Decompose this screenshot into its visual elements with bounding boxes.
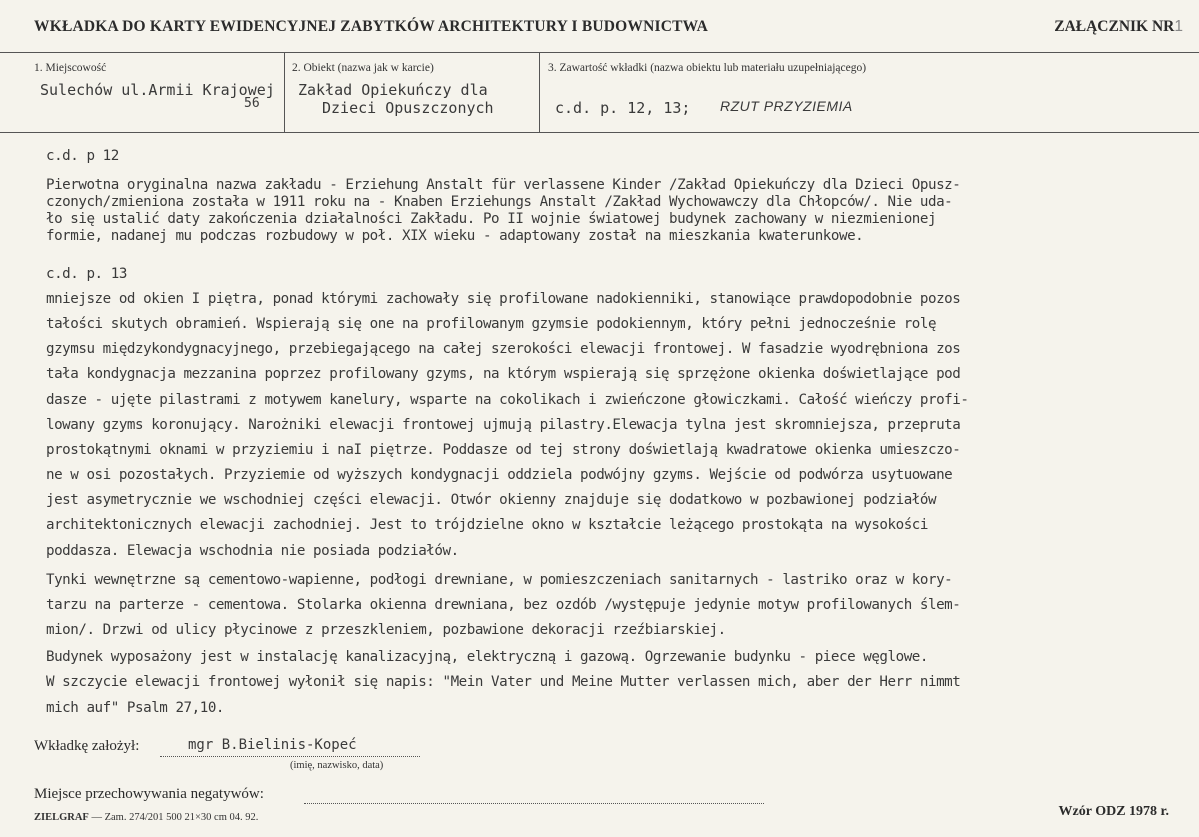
section-2-line-3: gzymsu międzykondygnacyjnego, przebiegającego na całej szerokości elewacji frontowej. W fasadzie wyodrębniona zos bbox=[46, 341, 961, 357]
section-2-line-5: dasze - ujęte pilastrami z motywem kanelury, wsparte na cokolikach i zwieńczone głowiczkami. Całość wieńczy profi- bbox=[46, 392, 969, 408]
section-2-line-12: Tynki wewnętrzne są cementowo-wapienne, podłogi drewniane, w pomieszczeniach sanitarnych - lastriko oraz w kory- bbox=[46, 572, 953, 588]
field-divider-2 bbox=[539, 52, 540, 132]
author-label: Wkładkę założył: bbox=[34, 738, 140, 754]
section-2-heading: c.d. p. 13 bbox=[46, 266, 127, 282]
section-2-line-11: poddasza. Elewacja wschodnia nie posiada podziałów. bbox=[46, 543, 459, 559]
field-1-number: 56 bbox=[244, 96, 260, 111]
author-dotted-line bbox=[160, 755, 420, 757]
field-2-value-line2: Dzieci Opuszczonych bbox=[322, 99, 494, 117]
section-1-heading: c.d. p 12 bbox=[46, 148, 119, 164]
section-1-line-3: ło się ustalić daty zakończenia działalności Zakładu. Po II wojnie światowej budynek zachowany w niezmienionej bbox=[46, 211, 937, 227]
section-2-line-8: ne w osi pozostałych. Przyziemie od wyższych kondygnacji oddziela podwójny gzyms. Wejście od podwórza usytuowane bbox=[46, 467, 953, 483]
section-2-line-6: lowany gzyms koronujący. Narożniki elewacji frontowej ujmują pilastry.Elewacja tylna jest skromniejsza, przepruta bbox=[46, 417, 961, 433]
field-3-value: c.d. p. 12, 13; bbox=[555, 99, 691, 117]
author-sublabel: (imię, nazwisko, data) bbox=[290, 760, 384, 771]
section-2-line-9: jest asymetrycznie we wschodniej części elewacji. Otwór okienny znajduje się dodatkowo w pozbawionej podziałów bbox=[46, 492, 937, 508]
section-1-line-2: czonych/zmieniona została w 1911 roku na - Knaben Erziehungs Anstalt /Zakład Wychowawczy dla Chłopców/. Nie uda- bbox=[46, 194, 953, 210]
section-2-line-17: mich auf" Psalm 27,10. bbox=[46, 700, 225, 716]
annex-label bbox=[1054, 18, 1183, 36]
negatives-dotted-line bbox=[304, 802, 764, 804]
field-2-value-line1: Zakład Opiekuńczy dla bbox=[298, 81, 488, 99]
section-2-line-2: tałości skutych obramień. Wspierają się one na profilowanym gzymsie podokiennym, który pełni jednocześnie rolę bbox=[46, 316, 937, 332]
section-2-line-10: architektonicznych elewacji zachodniej. Jest to trójdzielne okno w kształcie leżącego prostokąta na wysokości bbox=[46, 517, 928, 533]
section-1-line-4: formie, nadanej mu podczas rozbudowy w poł. XIX wieku - adaptowany został na mieszkania kwaterunkowe. bbox=[46, 228, 864, 244]
section-2-line-4: tała kondygnacja mezzanina poprzez profilowany gzyms, na którym wspierają się sprzężone okienka doświetlające pod bbox=[46, 366, 961, 382]
printer-details: — Zam. 274/201 500 21×30 cm 04. 92. bbox=[91, 812, 259, 823]
section-2-line-15: Budynek wyposażony jest w instalację kanalizacyjną, elektryczną i gazową. Ogrzewanie budynku - piece węglowe. bbox=[46, 649, 928, 665]
section-2-line-1: mniejsze od okien I piętra, ponad którymi zachowały się profilowane nadokienniki, stanowiące prawdopodobnie pozos bbox=[46, 291, 961, 307]
field-3-label: 3. Zawartość wkładki (nazwa obiektu lub materiału uzupełniającego) bbox=[548, 62, 867, 74]
annex-label-text: ZAŁĄCZNIK NR bbox=[1054, 18, 1175, 35]
printer-name: ZIELGRAF bbox=[34, 812, 89, 823]
field-3-handwritten: RZUT PRZYZIEMIA bbox=[720, 98, 853, 114]
printer-info bbox=[34, 812, 258, 823]
field-row-divider bbox=[0, 132, 1199, 133]
annex-number: 1 bbox=[1174, 18, 1183, 35]
header-divider bbox=[0, 52, 1199, 53]
field-1-value: Sulechów ul.Armii Krajowej bbox=[40, 81, 275, 99]
field-divider-1 bbox=[284, 52, 285, 132]
field-2-label: 2. Obiekt (nazwa jak w karcie) bbox=[292, 62, 434, 74]
field-1-label: 1. Miejscowość bbox=[34, 62, 107, 74]
author-value: mgr B.Bielinis-Kopeć bbox=[188, 737, 357, 753]
form-title: WKŁADKA DO KARTY EWIDENCYJNEJ ZABYTKÓW ARCHITEKTURY I BUDOWNICTWA bbox=[34, 18, 709, 35]
section-2-line-16: W szczycie elewacji frontowej wyłonił się napis: "Mein Vater und Meine Mutter verlassen mich, aber der Herr nimmt bbox=[46, 674, 961, 690]
negatives-label: Miejsce przechowywania negatywów: bbox=[34, 786, 264, 802]
form-code: Wzór ODZ 1978 r. bbox=[1058, 804, 1169, 819]
section-2-line-13: tarzu na parterze - cementowa. Stolarka okienna drewniana, bez ozdób /występuje jedynie motyw profilowanych ślem- bbox=[46, 597, 961, 613]
section-2-line-14: mion/. Drzwi od ulicy płycinowe z przeszkleniem, pozbawione dekoracji rzeźbiarskiej. bbox=[46, 622, 726, 638]
section-1-line-1: Pierwotna oryginalna nazwa zakładu - Erziehung Anstalt für verlassene Kinder /Zakład Opiekuńczy dla Dzieci Opusz- bbox=[46, 177, 961, 193]
section-2-line-7: prostokątnymi oknami w przyziemiu i naI piętrze. Poddasze od tej strony doświetlają kwadratowe okienka umieszczo- bbox=[46, 442, 961, 458]
